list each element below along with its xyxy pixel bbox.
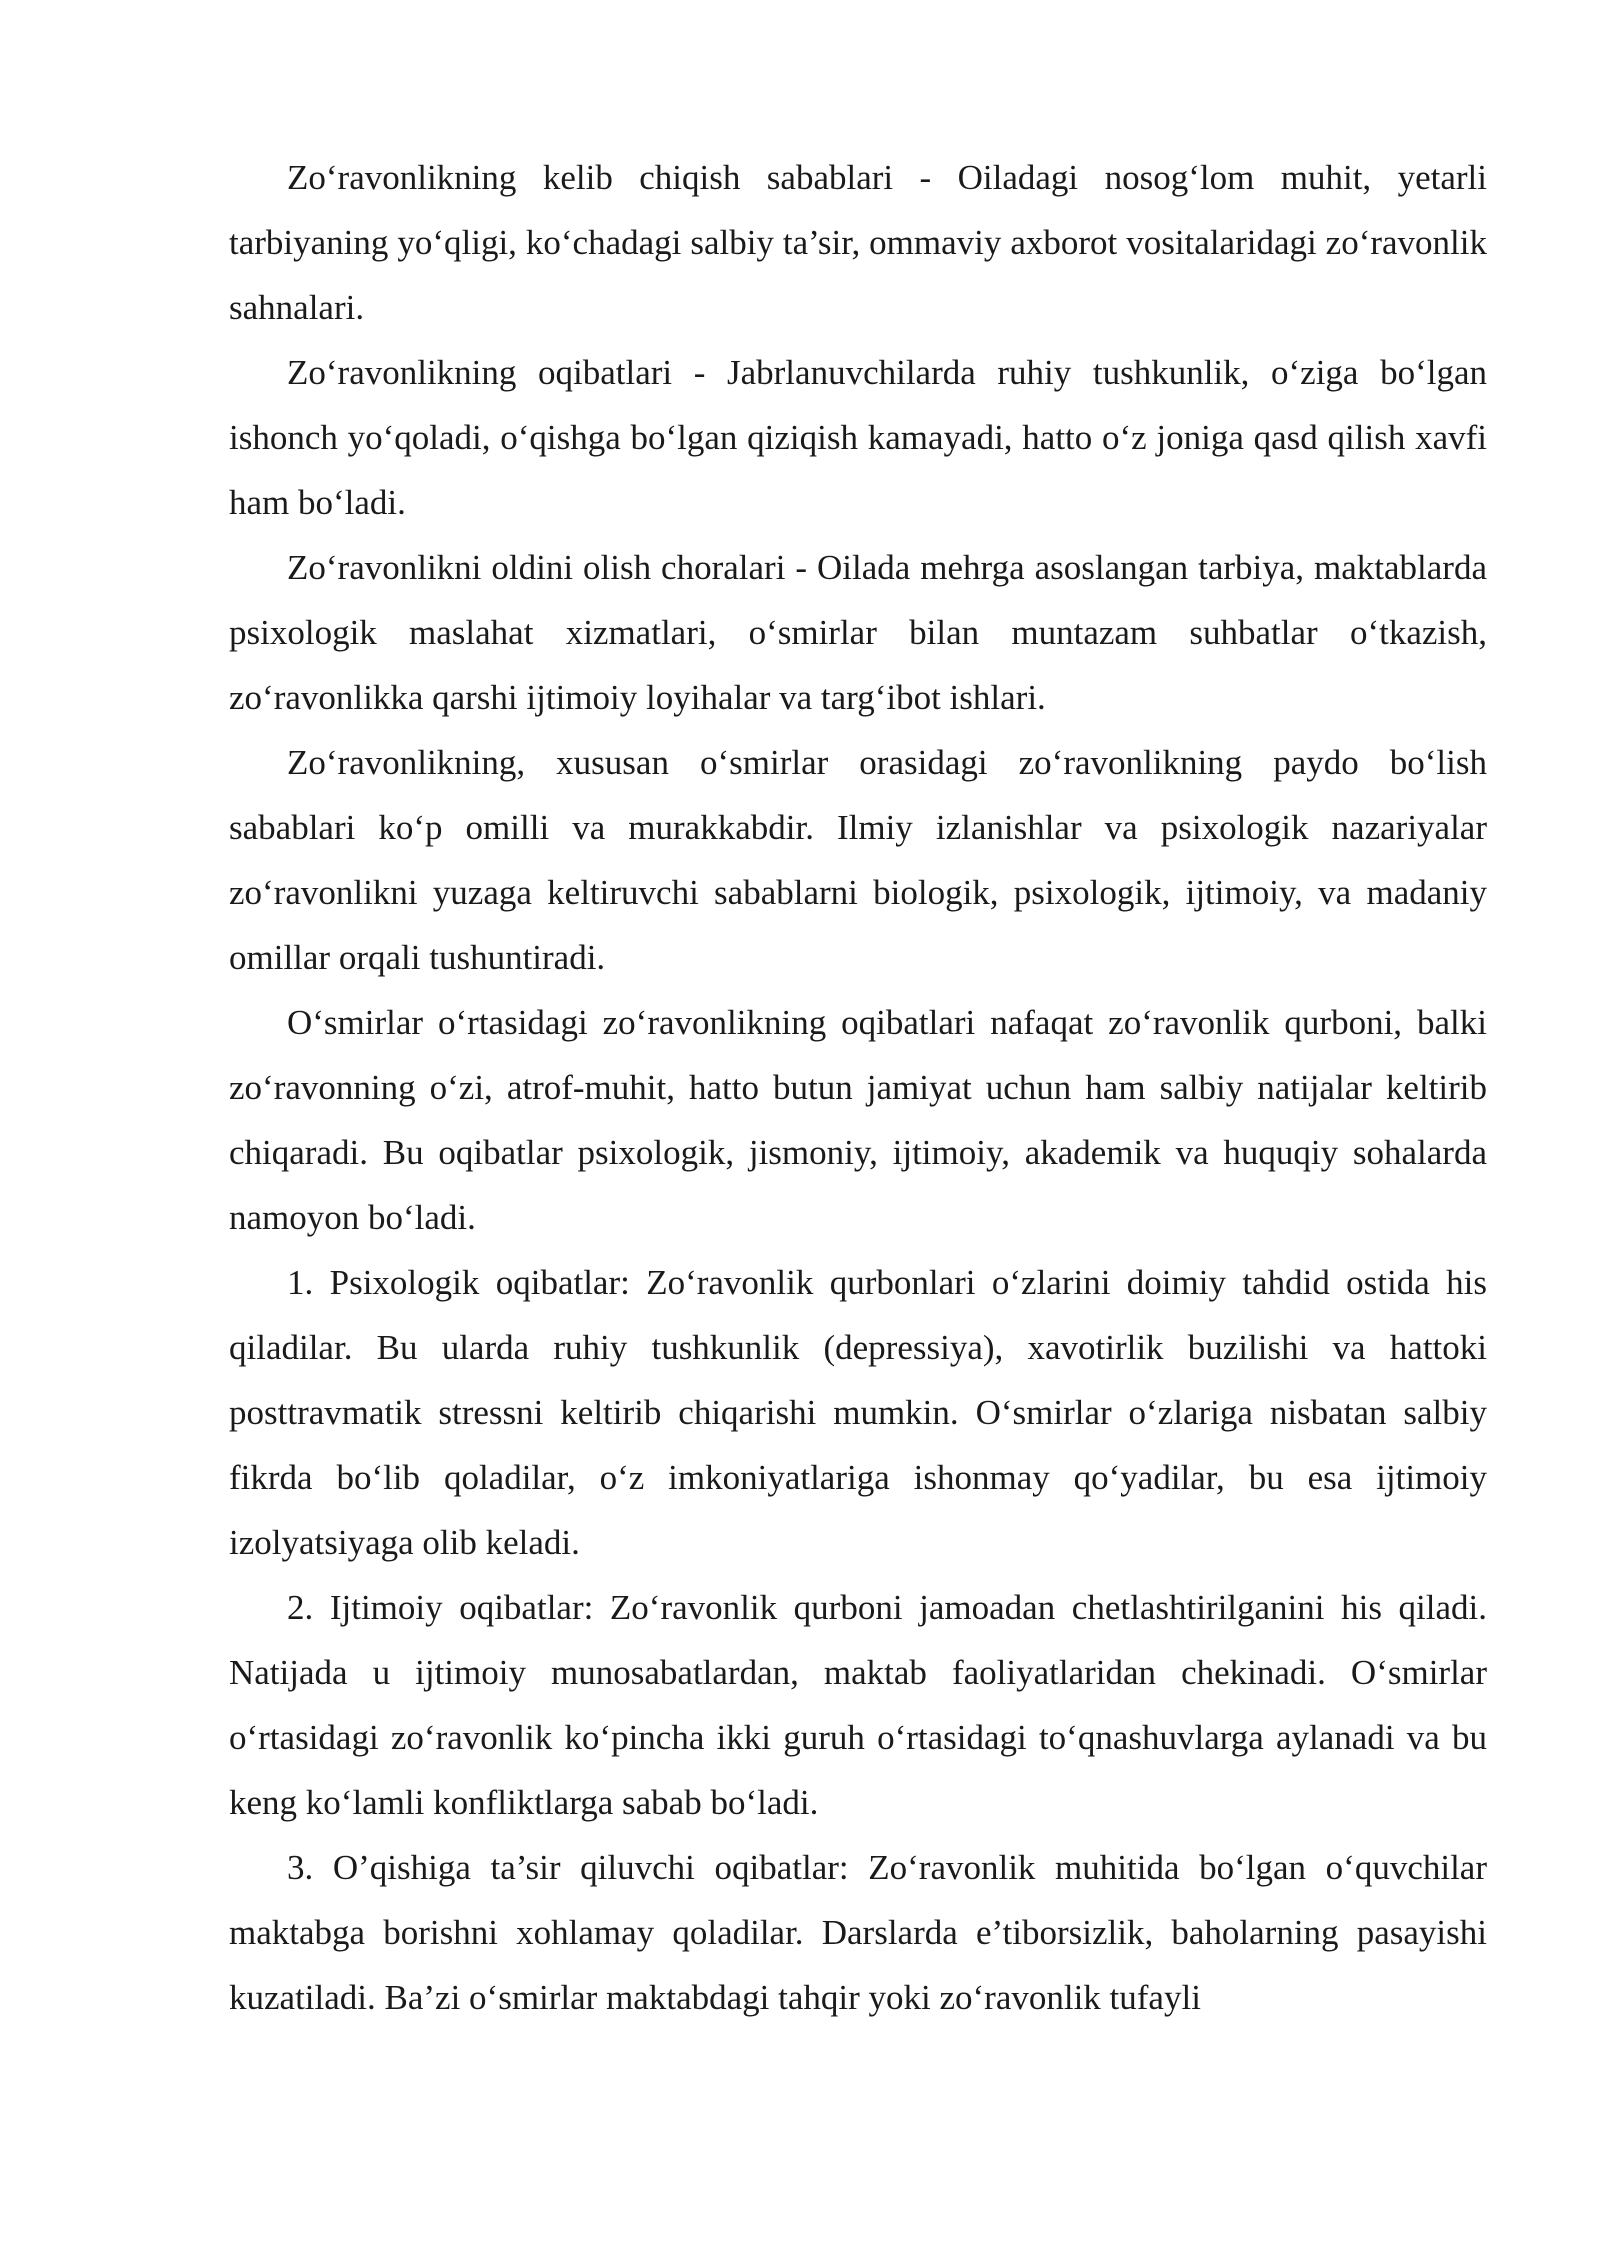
paragraph-teen-violence-origins: Zo‘ravonlikning, xususan o‘smirlar orasidagi zo‘ravonlikning paydo bo‘lish sabablari ko‘p omilli va murakkabdir. Ilmiy izlanishlar va psixologik nazariyalar zo‘ravonlikni yuzaga keltiruvchi sabablarni biologik, psixologik, ijtimoiy, va madaniy omillar orqali tushuntiradi. xyxy=(229,743,1487,977)
paragraph-study-effects: 3. O’qishiga ta’sir qiluvchi oqibatlar: Zo‘ravonlik muhitida bo‘lgan o‘quvchilar maktabga borishni xohlamay qoladilar. Darslarda e’tiborsizlik, baholarning pasayishi kuzatiladi. Ba’zi o‘smirlar maktabdagi tahqir yoki zo‘ravonlik tufayli xyxy=(229,1848,1487,2017)
paragraph-psychological-effects: 1. Psixologik oqibatlar: Zo‘ravonlik qurbonlari o‘zlarini doimiy tahdid ostida his qiladilar. Bu ularda ruhiy tushkunlik (depressiya), xavotirlik buzilishi va hattoki posttravmatik stressni keltirib chiqarishi mumkin. O‘smirlar o‘zlariga nisbatan salbiy fikrda bo‘lib qoladilar, o‘z imkoniyatlariga ishonmay qo‘yadilar, bu esa ijtimoiy izolyatsiyaga olib keladi. xyxy=(229,1263,1487,1562)
paragraph-teen-violence-effects: O‘smirlar o‘rtasidagi zo‘ravonlikning oqibatlari nafaqat zo‘ravonlik qurboni, balki zo‘ravonning o‘zi, atrof-muhit, hatto butun jamiyat uchun ham salbiy natijalar keltirib chiqaradi. Bu oqibatlar psixologik, jismoniy, ijtimoiy, akademik va huquqiy sohalarda namoyon bo‘ladi. xyxy=(229,1003,1487,1237)
document-body xyxy=(229,145,1487,2030)
paragraph-violence-causes: Zo‘ravonlikning kelib chiqish sabablari - Oiladagi nosog‘lom muhit, yetarli tarbiyaning yo‘qligi, ko‘chadagi salbiy ta’sir, ommaviy axborot vositalaridagi zo‘ravonlik sahnalari. xyxy=(229,158,1487,327)
paragraph-violence-consequences: Zo‘ravonlikning oqibatlari - Jabrlanuvchilarda ruhiy tushkunlik, o‘ziga bo‘lgan ishonch yo‘qoladi, o‘qishga bo‘lgan qiziqish kamayadi, hatto o‘z joniga qasd qilish xavfi ham bo‘ladi. xyxy=(229,353,1487,522)
paragraph-prevention-measures: Zo‘ravonlikni oldini olish choralari - Oilada mehrga asoslangan tarbiya, maktablarda psixologik maslahat xizmatlari, o‘smirlar bilan muntazam suhbatlar o‘tkazish, zo‘ravonlikka qarshi ijtimoiy loyihalar va targ‘ibot ishlari. xyxy=(229,548,1487,717)
paragraph-social-effects: 2. Ijtimoiy oqibatlar: Zo‘ravonlik qurboni jamoadan chetlashtirilganini his qiladi. Natijada u ijtimoiy munosabatlardan, maktab faoliyatlaridan chekinadi. O‘smirlar o‘rtasidagi zo‘ravonlik ko‘pincha ikki guruh o‘rtasidagi to‘qnashuvlarga aylanadi va bu keng ko‘lamli konfliktlarga sabab bo‘ladi. xyxy=(229,1588,1487,1822)
